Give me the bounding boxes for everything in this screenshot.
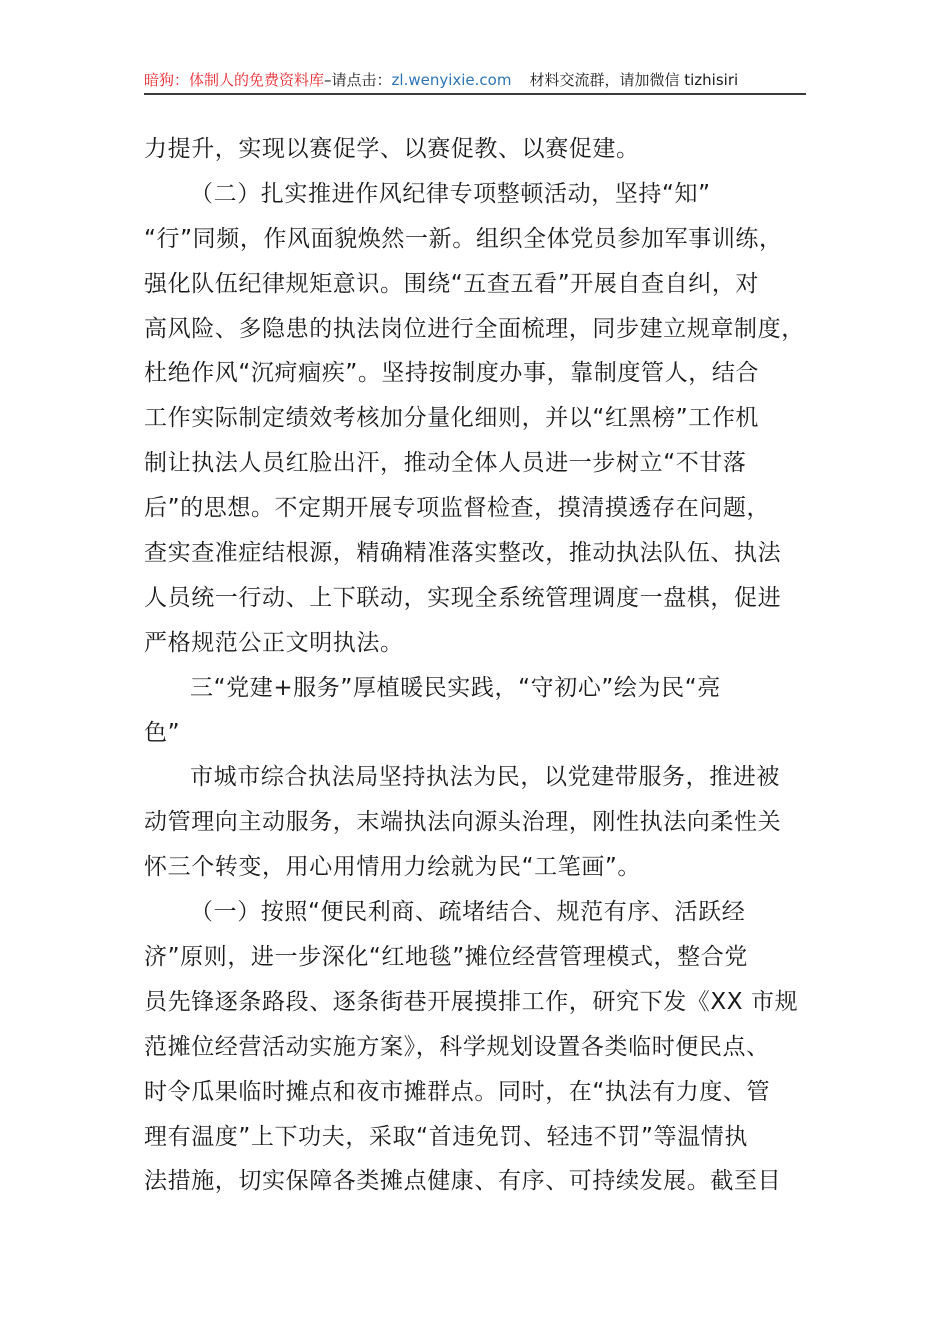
header-click-prompt: –请点击： <box>324 71 392 89</box>
text-line: 怀三个转变，用心用情用力绘就为民“工笔画”。 <box>144 854 642 881</box>
text-line: 法措施，切实保障各类摊点健康、有序、可持续发展。截至目 <box>144 1168 782 1195</box>
page-header <box>144 68 806 92</box>
document-body <box>144 127 808 1204</box>
text-line: “行”同频，作风面貌焕然一新。组织全体党员参加军事训练， <box>144 225 783 252</box>
text-line: 人员统一行动、上下联动，实现全系统管理调度一盘棋，促进 <box>144 584 782 611</box>
header-brand: 暗狗：体制人的免费资料库 <box>144 71 325 89</box>
text-line: 市城市综合执法局坚持执法为民，以党建带服务，推进被 <box>190 764 780 791</box>
text-line: 工作实际制定绩效考核加分量化细则，并以“红黑榜”工作机 <box>144 405 760 432</box>
text-line: （二）扎实推进作风纪律专项整顿活动，坚持“知” <box>190 180 711 207</box>
text-line: 查实查准症结根源，精确精准落实整改，推动执法队伍、执法 <box>144 540 782 567</box>
text-line: 高风险、多隐患的执法岗位进行全面梳理，同步建立规章制度， <box>144 315 805 342</box>
text-line: 员先锋逐条路段、逐条街巷开展摸排工作，研究下发《XX 市规 <box>144 988 799 1015</box>
text-line: 制让执法人员红脸出汗，推动全体人员进一步树立“不甘落 <box>144 450 747 477</box>
text-line: 时令瓜果临时摊点和夜市摊群点。同时，在“执法有力度、管 <box>144 1078 771 1105</box>
header-url-link[interactable]: zl.wenyixie.com <box>391 71 512 89</box>
header-divider <box>144 93 806 95</box>
text-line: 动管理向主动服务，末端执法向源头治理，刚性执法向柔性关 <box>144 809 782 836</box>
section-heading-line: 色” <box>144 719 181 746</box>
text-line: 范摊位经营活动实施方案》，科学规划设置各类临时便民点、 <box>144 1033 770 1060</box>
text-line: （一）按照“便民利商、疏堵结合、规范有序、活跃经 <box>190 899 746 926</box>
text-line: 理有温度”上下功夫，采取“首违免罚、轻违不罚”等温情执 <box>144 1123 748 1150</box>
text-line: 力提升，实现以赛促学、以赛促教、以赛促建。 <box>144 136 640 162</box>
text-line: 强化队伍纪律规矩意识。围绕“五查五看”开展自查自纠，对 <box>144 270 760 297</box>
text-line: 严格规范公正文明执法。 <box>144 629 404 656</box>
text-line: 杜绝作风“沉疴痼疾”。坚持按制度办事，靠制度管人，结合 <box>144 360 760 387</box>
text-line: 济”原则，进一步深化“红地毯”摊位经营管理模式，整合党 <box>144 944 748 971</box>
text-line: 后”的思想。不定期开展专项监督检查，摸清摸透存在问题， <box>144 495 771 522</box>
header-wechat-note: 材料交流群，请加微信 tizhisiri <box>529 71 739 89</box>
section-heading-line: 三“党建+服务”厚植暖民实践，“守初心”绘为民“亮 <box>190 674 721 701</box>
